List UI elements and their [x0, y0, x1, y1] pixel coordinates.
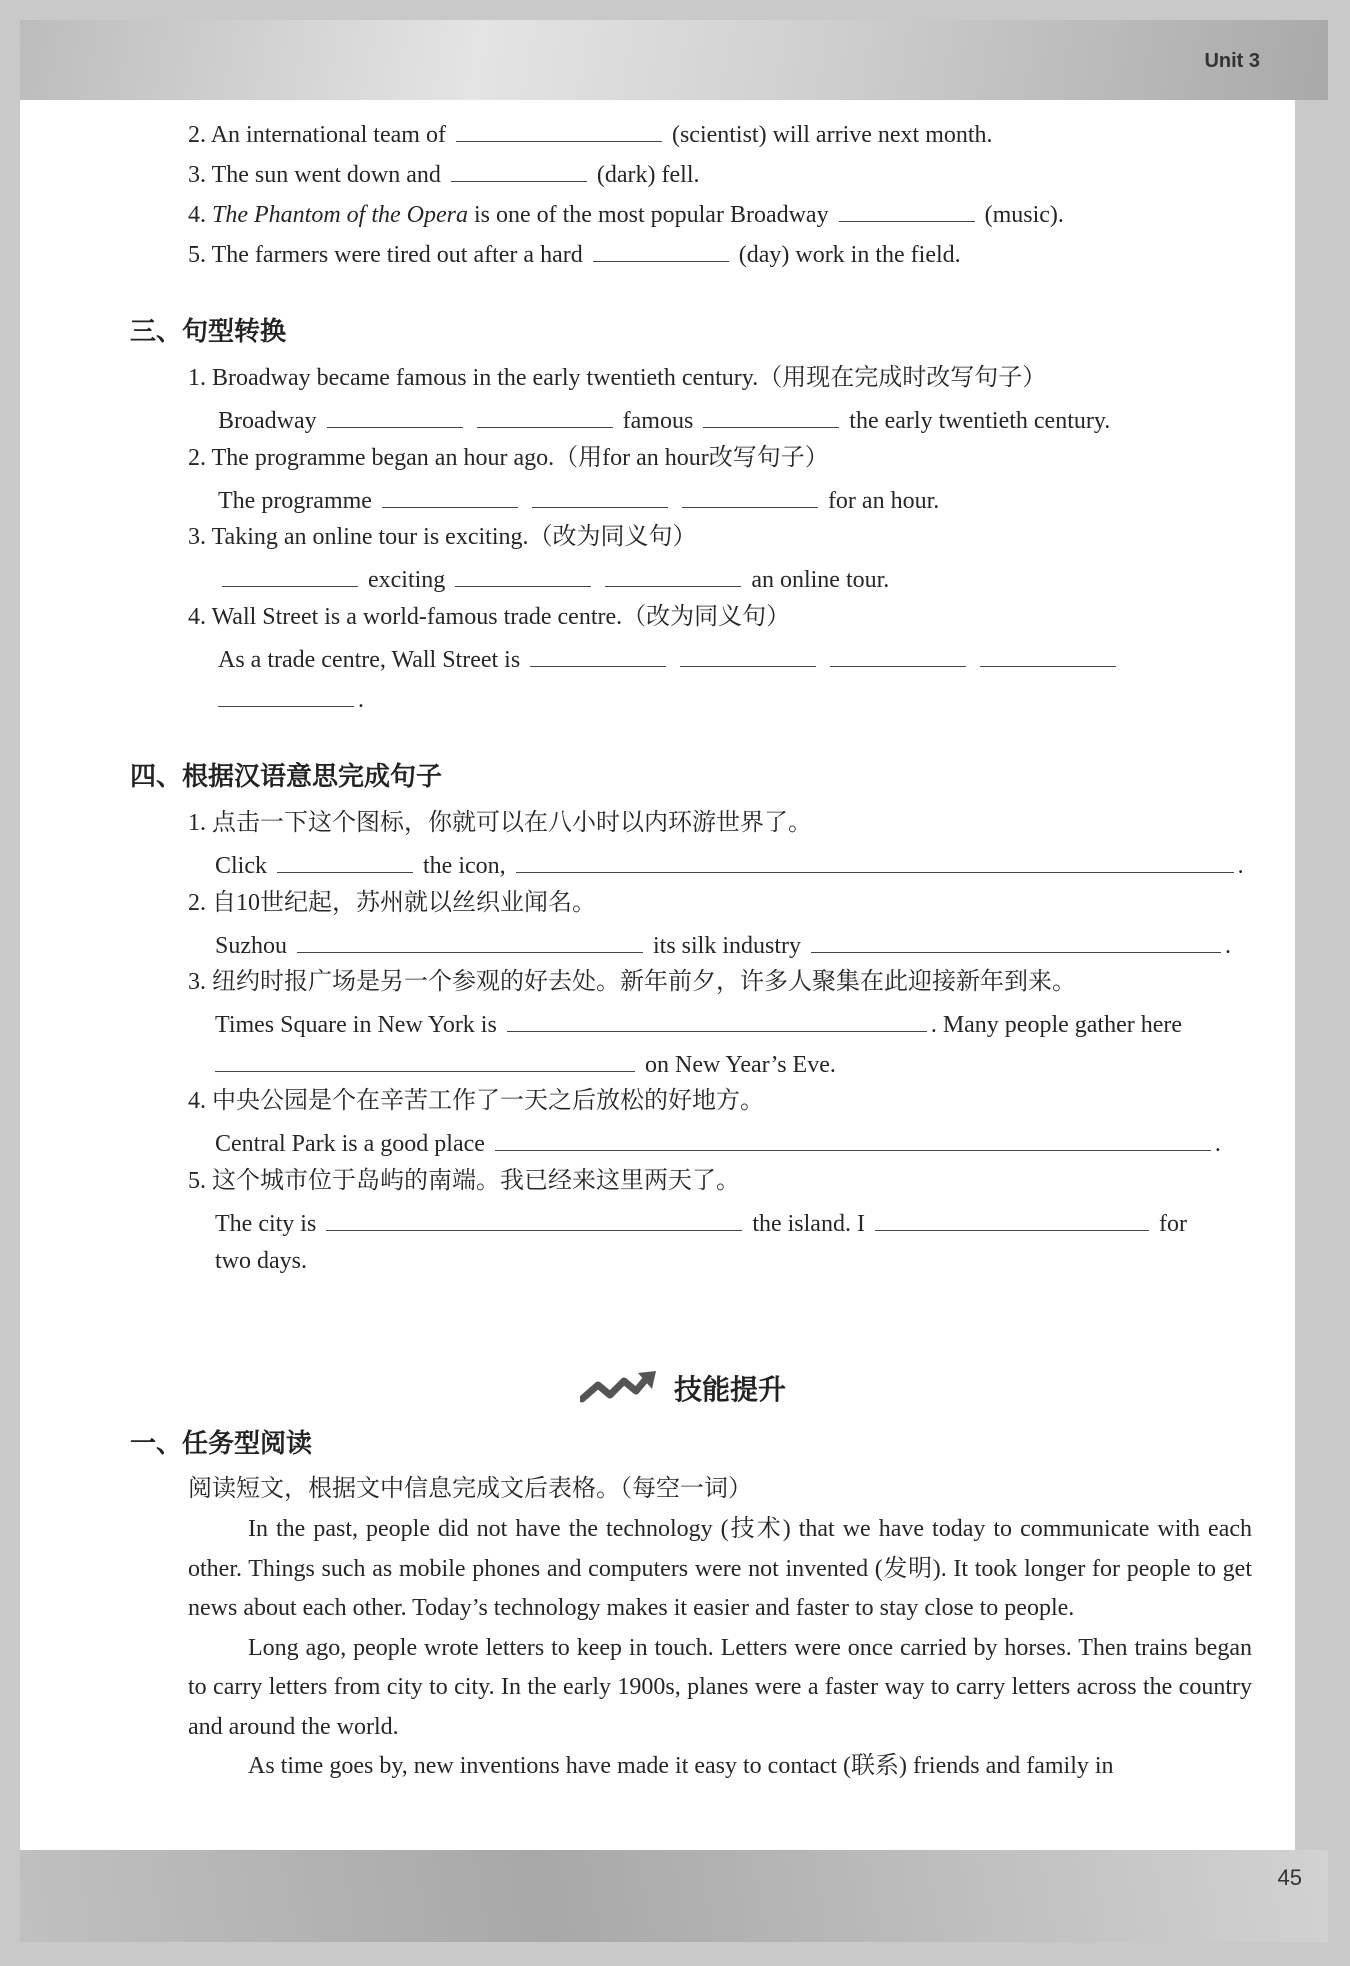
answer-text: Central Park is a good place	[215, 1131, 485, 1157]
answer-text: the icon,	[423, 853, 506, 879]
answer-blank[interactable]	[682, 483, 818, 508]
answer-text: for an hour.	[827, 488, 940, 514]
answer-blank[interactable]	[455, 562, 591, 587]
answer-line	[218, 562, 889, 595]
answer-text: Times Square in New York is	[215, 1012, 497, 1038]
answer-blank[interactable]	[327, 403, 463, 428]
reading-instruction: 阅读短文，根据文中信息完成文后表格。（每空一词）	[188, 1476, 752, 1502]
answer-blank[interactable]	[507, 1007, 927, 1032]
answer-blank[interactable]	[593, 237, 729, 262]
answer-blank[interactable]	[456, 117, 662, 142]
item-text: An international team of	[210, 122, 446, 148]
skills-title: 技能提升	[674, 1373, 787, 1406]
paragraph: In the past, people did not have the technology (技术) that we have today to communicate with each other. Things such as mobile phones and computers were not invented (发明). It took longer for people to get news about each other. Today’s technology makes it easier and faster to stay close to people.	[188, 1516, 1252, 1621]
answer-text: .	[1225, 933, 1232, 959]
answer-text: The programme	[218, 488, 372, 514]
answer-blank[interactable]	[811, 928, 1221, 953]
item-number: 3.	[188, 162, 206, 188]
answer-text: an online tour.	[751, 567, 890, 593]
item-number: 4.	[188, 202, 206, 228]
answer-blank[interactable]	[297, 928, 643, 953]
item-number: 2.	[188, 122, 206, 148]
answer-line	[215, 1047, 836, 1080]
item-text: is one of the most popular Broadway	[473, 202, 829, 228]
question-line: 3. Taking an online tour is exciting.（改为同义句）	[188, 524, 697, 550]
answer-line	[215, 1206, 1187, 1239]
answer-blank[interactable]	[516, 848, 1234, 873]
answer-line	[218, 483, 939, 516]
chinese-prompt: 5. 这个城市位于岛屿的南端。我已经来这里两天了。	[188, 1168, 740, 1194]
answer-text: . Many people gather here	[930, 1012, 1183, 1038]
item-text: (day) work in the field.	[738, 242, 961, 268]
answer-text: famous	[622, 408, 694, 434]
chinese-prompt: 2. 自10世纪起，苏州就以丝织业闻名。	[188, 890, 596, 916]
answer-blank[interactable]	[222, 562, 358, 587]
answer-blank[interactable]	[830, 642, 966, 667]
item-text: (dark) fell.	[596, 162, 700, 188]
answer-blank[interactable]	[680, 642, 816, 667]
answer-text: .	[358, 687, 364, 713]
answer-blank[interactable]	[382, 483, 518, 508]
item-text: The farmers were tired out after a hard	[211, 242, 583, 268]
answer-text: The city is	[215, 1211, 317, 1237]
reading-passage	[188, 1510, 1252, 1787]
skills-banner	[580, 1368, 786, 1408]
section-heading: 三、句型转换	[130, 317, 287, 347]
answer-text: .	[1237, 853, 1244, 879]
answer-blank[interactable]	[477, 403, 613, 428]
section-heading: 四、根据汉语意思完成句子	[130, 762, 443, 792]
footer-band	[20, 1850, 1328, 1942]
exercise-item	[188, 237, 961, 270]
answer-blank[interactable]	[530, 642, 666, 667]
question-line: 2. The programme began an hour ago.（用for an hour改写句子）	[188, 445, 829, 471]
exercise-item	[188, 157, 699, 190]
answer-line	[215, 848, 1244, 881]
answer-line	[218, 682, 364, 715]
answer-text: .	[1214, 1131, 1221, 1157]
answer-line	[218, 642, 1120, 675]
header-band	[20, 20, 1328, 100]
answer-line	[215, 1126, 1221, 1159]
answer-line	[218, 403, 1110, 436]
question-line: 4. Wall Street is a world-famous trade centre.（改为同义句）	[188, 604, 791, 630]
answer-blank[interactable]	[218, 682, 354, 707]
chinese-prompt: 4. 中央公园是个在辛苦工作了一天之后放松的好地方。	[188, 1088, 764, 1114]
chinese-prompt: 3. 纽约时报广场是另一个参观的好去处。新年前夕，许多人聚集在此迎接新年到来。	[188, 969, 1076, 995]
paragraph: Long ago, people wrote letters to keep in touch. Letters were once carried by horses. Then trains began to carry letters from city to city. In the early 1900s, planes were a faster way to carry letters across the country and around the world.	[188, 1634, 1252, 1740]
answer-text: on New Year’s Eve.	[645, 1052, 836, 1078]
answer-blank[interactable]	[875, 1206, 1149, 1231]
answer-blank[interactable]	[839, 197, 975, 222]
item-text: (music).	[984, 202, 1064, 228]
exercise-item	[188, 197, 1064, 230]
answer-blank[interactable]	[703, 403, 839, 428]
answer-text: Click	[215, 853, 267, 879]
answer-text: its silk industry	[653, 933, 802, 959]
answer-text: Suzhou	[215, 933, 287, 959]
item-number: 5.	[188, 242, 206, 268]
section-heading: 一、任务型阅读	[130, 1429, 313, 1459]
chinese-prompt: 1. 点击一下这个图标，你就可以在八小时以内环游世界了。	[188, 810, 812, 836]
answer-blank[interactable]	[980, 642, 1116, 667]
trend-up-icon	[580, 1369, 660, 1407]
page-number: 45	[1277, 1865, 1302, 1890]
answer-text: the island. I	[752, 1211, 865, 1237]
answer-blank[interactable]	[215, 1047, 635, 1072]
item-text: The sun went down and	[211, 162, 441, 188]
item-text: (scientist) will arrive next month.	[671, 122, 993, 148]
answer-blank[interactable]	[451, 157, 587, 182]
exercise-item	[188, 117, 993, 150]
answer-line: two days.	[215, 1248, 307, 1274]
answer-blank[interactable]	[277, 848, 413, 873]
answer-text: Broadway	[218, 408, 317, 434]
answer-blank[interactable]	[495, 1126, 1211, 1151]
paragraph: As time goes by, new inventions have made it easy to contact (联系) friends and family in	[248, 1753, 1114, 1779]
answer-text: exciting	[368, 567, 446, 593]
answer-blank[interactable]	[326, 1206, 742, 1231]
answer-blank[interactable]	[532, 483, 668, 508]
item-title: The Phantom of the Opera	[212, 202, 468, 228]
answer-text: As a trade centre, Wall Street is	[218, 647, 521, 673]
unit-label: Unit 3	[1204, 50, 1260, 72]
answer-text: the early twentieth century.	[849, 408, 1111, 434]
answer-text: for	[1158, 1211, 1187, 1237]
answer-line	[215, 928, 1231, 961]
answer-blank[interactable]	[605, 562, 741, 587]
answer-line	[215, 1007, 1182, 1040]
question-line: 1. Broadway became famous in the early twentieth century.（用现在完成时改写句子）	[188, 365, 1047, 391]
